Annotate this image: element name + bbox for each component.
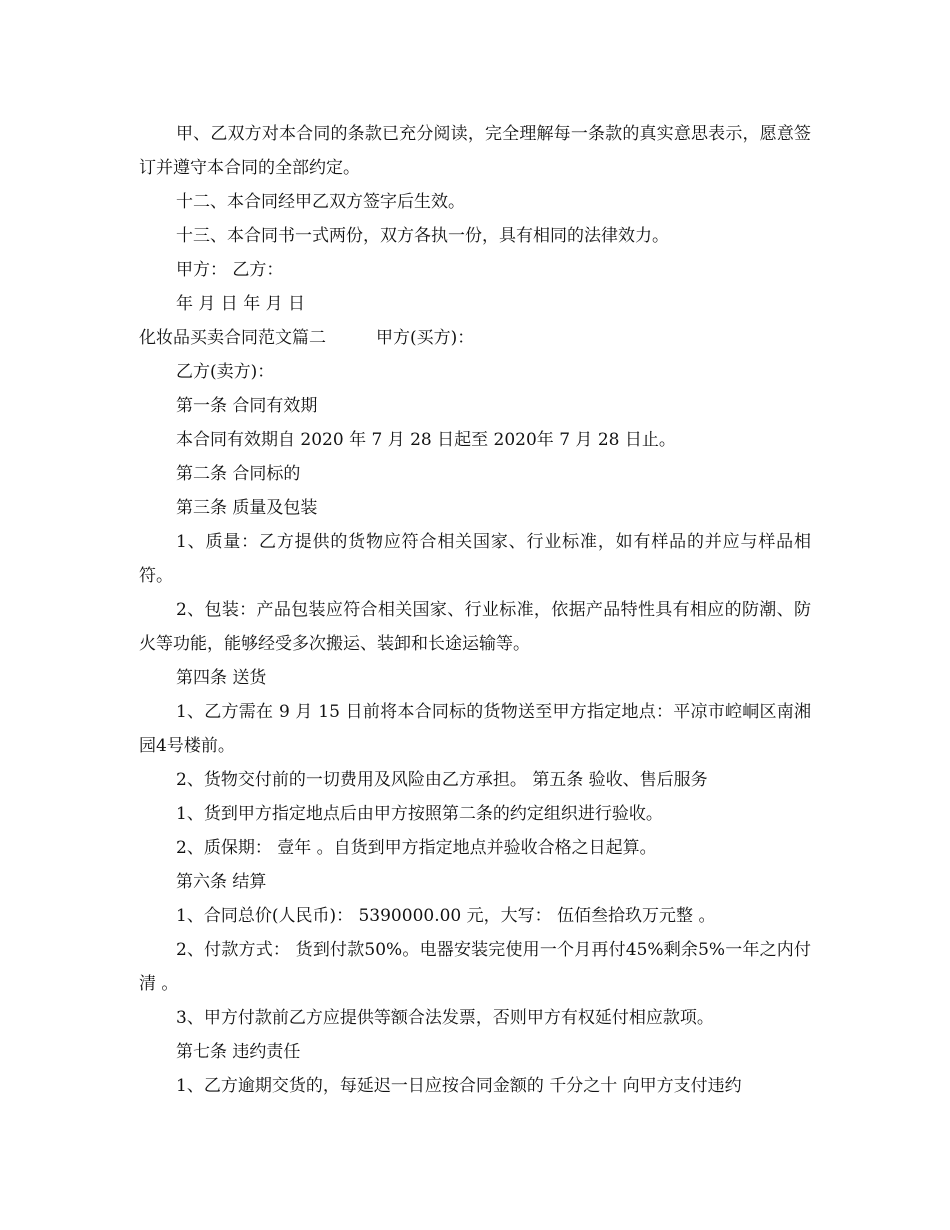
article-2-heading: 第二条 合同标的 [176,464,301,484]
paragraph-quality: 1、质量：乙方提供的货物应符合相关国家、行业标准，如有样品的并应与样品相符。 [139,532,811,586]
paragraph-clause-13: 十三、本合同书一式两份，双方各执一份，具有相同的法律效力。 [176,226,669,246]
paragraph-inspection: 1、货到甲方指定地点后由甲方按照第二条的约定组织进行验收。 [176,804,663,824]
paragraph-payment-method: 2、付款方式： 货到付款50%。电器安装完使用一个月再付45%剩余5%一年之内付清 。 [139,940,811,994]
document-body [139,117,811,1103]
paragraph-signature-dates: 年 月 日 年 月 日 [176,294,306,314]
paragraph-total-price: 1、合同总价(人民币)： 5390000.00 元，大写： 伍佰叁拾玖万元整 。 [176,906,716,926]
paragraph-late-delivery: 1、乙方逾期交货的，每延迟一日应按合同金额的 千分之十 向甲方支付违约 [176,1076,742,1096]
paragraph-delivery-location: 1、乙方需在 9 月 15 日前将本合同标的货物送至甲方指定地点：平凉市崆峒区南湘园4号楼前。 [139,702,811,756]
article-7-heading: 第七条 违约责任 [176,1042,301,1062]
paragraph-agreement-statement: 甲、乙双方对本合同的条款已充分阅读，完全理解每一条款的真实意思表示，愿意签订并遵守本合同的全部约定。 [139,124,811,178]
paragraph-validity-period: 本合同有效期自 2020 年 7 月 28 日起至 2020年 7 月 28 日止。 [176,430,676,450]
paragraph-packaging: 2、包装：产品包装应符合相关国家、行业标准，依据产品特性具有相应的防潮、防火等功能，能够经受多次搬运、装卸和长途运输等。 [139,600,811,654]
article-6-heading: 第六条 结算 [176,872,267,892]
party-a-label: 甲方(买方)： [376,328,475,348]
paragraph-clause-12: 十二、本合同经甲乙双方签字后生效。 [176,192,465,212]
article-4-heading: 第四条 送货 [176,668,267,688]
paragraph-warranty: 2、质保期： 壹年 。自货到甲方指定地点并验收合格之日起算。 [176,838,657,858]
section-title-line [139,321,811,355]
paragraph-party-b: 乙方(卖方)： [176,362,275,382]
article-1-heading: 第一条 合同有效期 [176,396,318,416]
paragraph-signature-parties: 甲方： 乙方： [176,260,284,280]
paragraph-delivery-risk: 2、货物交付前的一切费用及风险由乙方承担。 第五条 验收、售后服务 [176,770,708,790]
paragraph-invoice: 3、甲方付款前乙方应提供等额合法发票，否则甲方有权延付相应款项。 [176,1008,714,1028]
section-title: 化妆品买卖合同范文篇二 [139,328,326,348]
article-3-heading: 第三条 质量及包装 [176,498,318,518]
